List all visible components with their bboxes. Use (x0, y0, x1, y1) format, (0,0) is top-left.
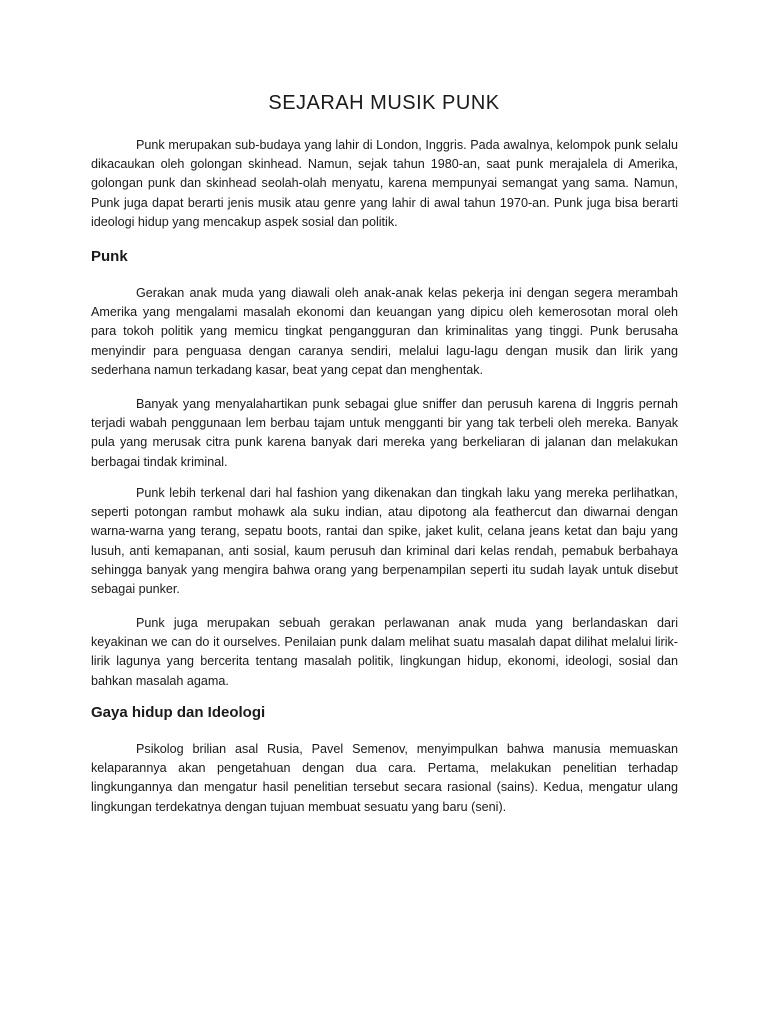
document-title: SEJARAH MUSIK PUNK (268, 92, 500, 114)
section-heading-gaya-hidup: Gaya hidup dan Ideologi (91, 704, 266, 721)
paragraph-punk-2: Banyak yang menyalahartikan punk sebagai glue sniffer dan perusuh karena di Inggris pernah terjadi wabah penggunaan lem berbau tajam untuk mengganti bir yang tak terbeli oleh mereka. Banyak pula yang merusak citra punk karena banyak dari mereka yang berkeliaran di jalanan dan melakukan berbagai tindak kriminal. (91, 397, 678, 469)
intro-paragraph: Punk merupakan sub-budaya yang lahir di London, Inggris. Pada awalnya, kelompok punk selalu dikacaukan oleh golongan skinhead. Namun, sejak tahun 1980-an, saat punk merajalela di Amerika, golongan punk dan skinhead seolah-olah menyatu, karena mempunyai semangat yang sama. Namun, Punk juga dapat berarti jenis musik atau genre yang lahir di awal tahun 1970-an. Punk juga bisa berarti ideologi hidup yang mencakup aspek sosial dan politik. (91, 138, 678, 229)
paragraph-punk-4: Punk juga merupakan sebuah gerakan perlawanan anak muda yang berlandaskan dari keyakinan we can do it ourselves. Penilaian punk dalam melihat suatu masalah dapat dilihat melalui lirik-lirik lagunya yang bercerita tentang masalah politik, lingkungan hidup, ekonomi, ideologi, sosial dan bahkan masalah agama. (91, 616, 678, 688)
paragraph-punk-3: Punk lebih terkenal dari hal fashion yang dikenakan dan tingkah laku yang mereka perlihatkan, seperti potongan rambut mohawk ala suku indian, atau dipotong ala feathercut dan diwarnai dengan warna-warna yang terang, sepatu boots, rantai dan spike, jaket kulit, celana jeans ketat dan baju yang lusuh, anti kemapanan, anti sosial, kaum perusuh dan kriminal dari kelas rendah, pemabuk berbahaya sehingga banyak yang mengira bahwa orang yang berpenampilan seperti itu sudah layak untuk disebut sebagai punker. (91, 486, 678, 597)
paragraph-punk-1: Gerakan anak muda yang diawali oleh anak-anak kelas pekerja ini dengan segera merambah Amerika yang mengalami masalah ekonomi dan keuangan yang dipicu oleh kemerosotan moral oleh para tokoh politik yang memicu tingkat pengangguran dan kriminalitas yang tinggi. Punk berusaha menyindir para penguasa dengan caranya sendiri, melalui lagu-lagu dengan musik dan lirik yang sederhana namun terkadang kasar, beat yang cepat dan menghentak. (91, 286, 678, 377)
paragraph-gaya-hidup-1: Psikolog brilian asal Rusia, Pavel Semenov, menyimpulkan bahwa manusia memuaskan kelaparannya akan pengetahuan dengan dua cara. Pertama, melakukan penelitian terhadap lingkungannya dan mengatur hasil penelitian tersebut secara rasional (sains). Kedua, mengatur ulang lingkungan terdekatnya dengan tujuan membuat sesuatu yang baru (seni). (91, 742, 678, 814)
section-heading-punk: Punk (91, 248, 128, 265)
